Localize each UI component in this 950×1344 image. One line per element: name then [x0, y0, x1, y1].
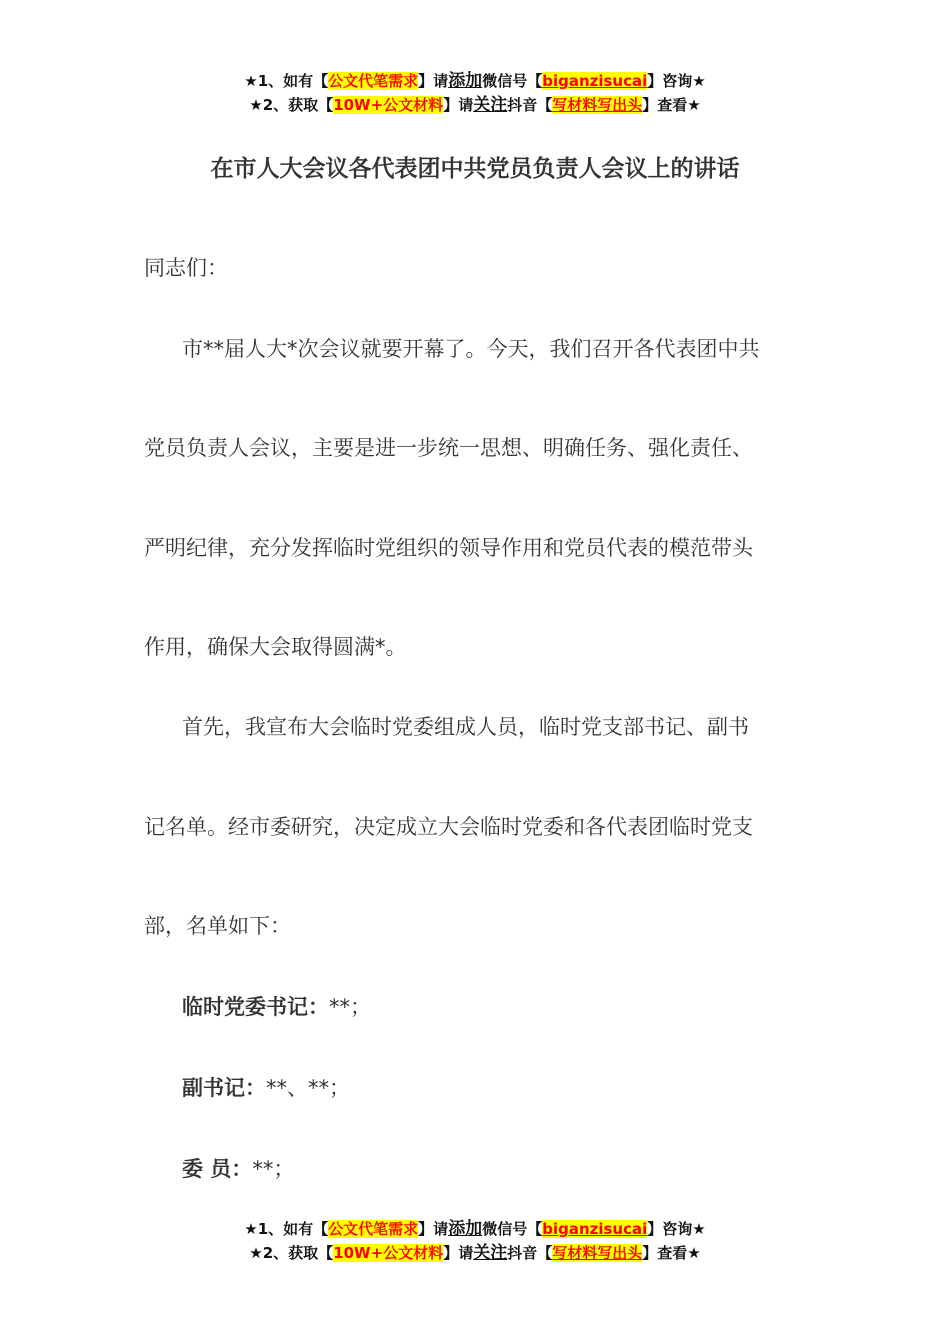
role-value: **；	[252, 1157, 295, 1181]
role-member	[182, 1153, 847, 1183]
promo-highlight: 10W+公文材料	[333, 96, 444, 114]
promo-highlight: 公文代笔需求	[328, 1220, 419, 1238]
paragraph-line: 严明纪律，充分发挥临时党组织的领导作用和党员代表的模范带头	[144, 536, 753, 560]
promo-text: 】请	[418, 1220, 449, 1238]
promo-text: 】请	[443, 96, 474, 114]
promo-highlight: 10W+公文材料	[333, 1244, 444, 1262]
salutation: 同志们：	[144, 256, 228, 280]
role-label: 副书记：	[182, 1076, 266, 1100]
promo-text: ★1、如有【	[244, 1220, 329, 1238]
paragraph-line: 记名单。经市委研究，决定成立大会临时党委和各代表团临时党支	[144, 815, 753, 839]
promo-emphasis: 关注	[473, 1243, 508, 1263]
promo-text: 】咨询★	[647, 72, 706, 90]
document-title: 在市人大会议各代表团中共党员负责人会议上的讲话	[210, 156, 740, 182]
role-label: 临时党委书记：	[182, 995, 329, 1019]
promo-text: 】查看★	[642, 96, 701, 114]
paragraph-line: 市**届人大*次会议就要开幕了。今天，我们召开各代表团中共	[182, 337, 760, 361]
promo-emphasis: 添加	[448, 1219, 483, 1239]
promo-text: 抖音【	[507, 1244, 553, 1262]
promo-text: 微信号【	[482, 1220, 543, 1238]
paragraph-line: 部，名单如下：	[144, 914, 291, 938]
promo-text: 】咨询★	[647, 1220, 706, 1238]
promo-text: ★1、如有【	[244, 72, 329, 90]
wechat-id-link[interactable]: biganzisucai	[542, 72, 648, 90]
promo-banner-bottom	[0, 1217, 950, 1265]
role-value: **、**；	[266, 1076, 350, 1100]
promo-line-2	[0, 1241, 950, 1265]
promo-text: 】请	[418, 72, 449, 90]
promo-text: 抖音【	[507, 96, 553, 114]
paragraph-line: 党员负责人会议，主要是进一步统一思想、明确任务、强化责任、	[144, 436, 753, 460]
paragraph-line: 首先，我宣布大会临时党委组成人员，临时党支部书记、副书	[182, 715, 749, 739]
promo-banner-top	[0, 69, 950, 117]
wechat-id-link[interactable]: biganzisucai	[542, 1220, 648, 1238]
promo-line-1	[0, 1217, 950, 1241]
promo-text: ★2、获取【	[249, 96, 334, 114]
promo-text: 】请	[443, 1244, 474, 1262]
promo-highlight: 公文代笔需求	[328, 72, 419, 90]
role-secretary	[182, 991, 847, 1021]
douyin-account-link[interactable]: 写材料写出头	[552, 1244, 643, 1262]
role-value: **；	[329, 995, 371, 1019]
role-label: 委 员：	[182, 1157, 253, 1181]
promo-text: ★2、获取【	[249, 1244, 334, 1262]
promo-emphasis: 添加	[448, 71, 483, 91]
promo-emphasis: 关注	[473, 95, 508, 115]
promo-line-1	[0, 69, 950, 93]
role-deputy-secretary	[182, 1072, 847, 1102]
douyin-account-link[interactable]: 写材料写出头	[552, 96, 643, 114]
promo-text: 微信号【	[482, 72, 543, 90]
promo-text: 】查看★	[642, 1244, 701, 1262]
promo-line-2	[0, 93, 950, 117]
paragraph-line: 作用，确保大会取得圆满*。	[144, 635, 407, 659]
